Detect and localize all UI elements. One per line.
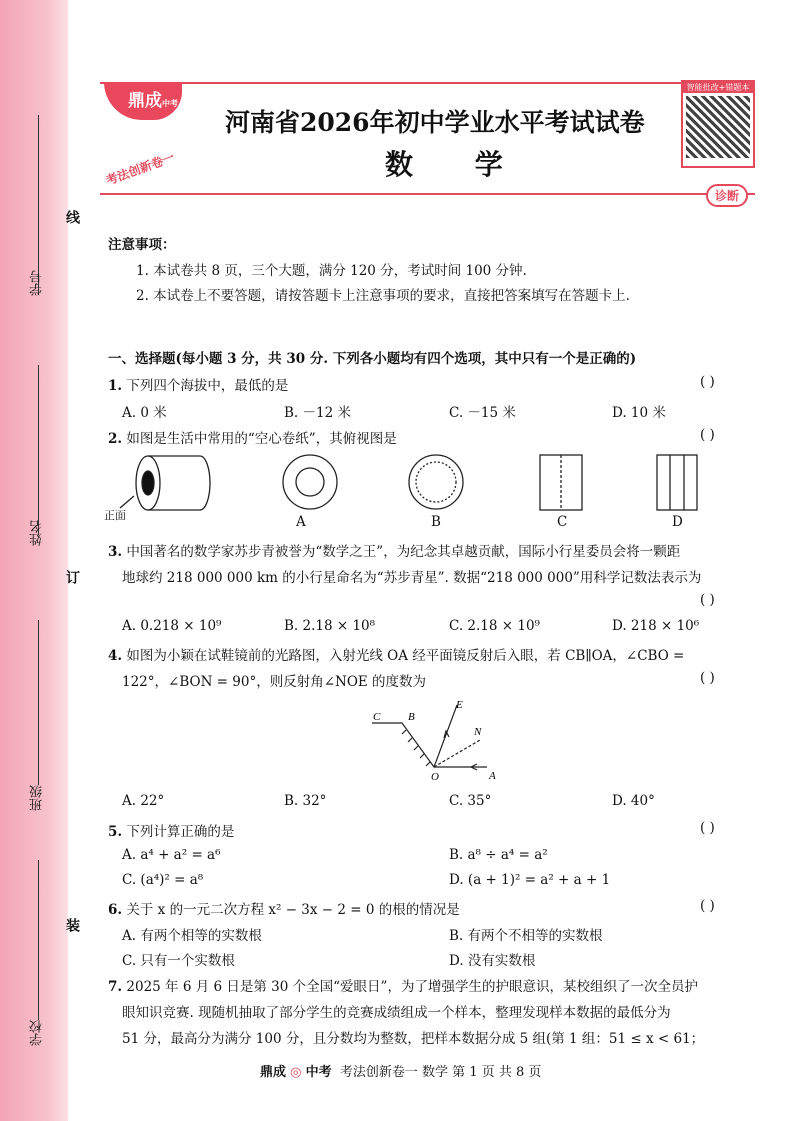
option: D. (a + 1)² = a² + a + 1: [449, 872, 611, 888]
answer-paren: ( ): [700, 427, 715, 443]
option: B. 32°: [284, 793, 327, 809]
figure-label: C: [557, 514, 568, 530]
fill-line: [38, 115, 39, 295]
footer-brand2: 中考: [305, 1065, 332, 1080]
exam-title: 河南省2026年初中学业水平考试试卷: [225, 108, 645, 137]
note-item: 1. 本试卷共 8 页，三个大题，满分 120 分，考试时间 100 分钟.: [136, 263, 527, 279]
option: A. 22°: [122, 793, 165, 809]
bind-line-mark: 线: [64, 210, 80, 224]
bind-zhuang-mark: 装: [64, 918, 80, 932]
q-num: 5.: [108, 824, 123, 840]
q2-figures: [100, 450, 720, 515]
fill-line: [38, 860, 39, 1020]
point-label: E: [456, 700, 463, 711]
point-label: C: [373, 711, 381, 723]
option: A. 0 米: [122, 405, 167, 421]
class-label: 班级: [30, 785, 45, 811]
q5-text: 下列计算正确的是: [126, 824, 235, 840]
option: D. 没有实数根: [449, 953, 536, 969]
option: C. 2.18 × 10⁹: [449, 618, 540, 634]
q4-text: 如图为小颖在试鞋镜前的光路图，入射光线 OA 经平面镜反射后入眼，若 CB∥OA，∠CBO =: [126, 648, 685, 664]
school-label: 学校: [30, 1020, 45, 1046]
header-rule: [100, 82, 755, 84]
answer-paren: ( ): [700, 592, 715, 608]
student-no-label: 学号: [30, 270, 45, 296]
note-item: 2. 本试卷上不要答题，请按答题卡上注意事项的要求，直接把答案填写在答题卡上.: [136, 288, 630, 304]
fill-line: [38, 365, 39, 535]
q-num: 4.: [108, 648, 123, 664]
page-footer: [260, 1061, 541, 1080]
figure-label: B: [431, 514, 441, 530]
option: B. 2.18 × 10⁸: [284, 618, 376, 634]
section-heading: 一、选择题(每小题 3 分，共 30 分. 下列各小题均有四个选项，其中只有一个是正确的): [108, 351, 637, 367]
option: C. 35°: [449, 793, 492, 809]
option: C. (a⁴)² = a⁸: [122, 872, 204, 888]
q1-text: 下列四个海拔中，最低的是: [126, 378, 289, 394]
q-num: 7.: [108, 979, 123, 995]
option: D. 218 × 10⁶: [612, 618, 700, 634]
diagnosis-badge: 诊断: [706, 184, 748, 207]
point-label: N: [474, 726, 482, 738]
option: A. 0.218 × 10⁹: [122, 618, 222, 634]
qr-label: 智能批改+错题本: [683, 82, 753, 93]
answer-paren: ( ): [700, 374, 715, 390]
footer-brand: 鼎成: [260, 1065, 287, 1080]
option: B. －12 米: [284, 405, 351, 421]
answer-paren: ( ): [700, 820, 715, 836]
q7-text: 51 分，最高分为满分 100 分，且分数均为整数，把样本数据分成 5 组(第 1 组：51 ≤ x < 61；: [122, 1031, 705, 1047]
brand-logo: 鼎成中考: [104, 82, 182, 120]
q2-text: 如图是生活中常用的“空心卷纸”，其俯视图是: [126, 431, 397, 447]
q3-text: 中国著名的数学家苏步青被誉为“数学之王”，为纪念其卓越贡献，国际小行星委员会将一颗距: [126, 544, 681, 560]
option: B. 有两个不相等的实数根: [449, 928, 603, 944]
option: A. a⁴ + a² = a⁶: [122, 847, 221, 863]
option: C. 只有一个实数根: [122, 953, 235, 969]
option: A. 有两个相等的实数根: [122, 928, 262, 944]
subject-title: 数 学: [385, 148, 529, 181]
answer-paren: ( ): [700, 898, 715, 914]
name-label: 姓名: [30, 520, 45, 546]
bind-ding-mark: 订: [64, 570, 80, 584]
q7-text: 2025 年 6 月 6 日是第 30 个全国“爱眼日”，为了增强学生的护眼意识，某校组织了一次全员护: [126, 979, 698, 995]
option: D. 10 米: [612, 405, 666, 421]
point-label: B: [408, 711, 415, 723]
target-icon: ◎: [290, 1065, 302, 1080]
q-num: 3.: [108, 544, 123, 560]
notes-title: 注意事项：: [108, 237, 176, 253]
q-num: 2.: [108, 431, 123, 447]
q6-text: 关于 x 的一元二次方程 x² − 3x − 2 = 0 的根的情况是: [126, 902, 460, 918]
front-label: 正面: [104, 509, 126, 522]
binding-strip: [0, 0, 68, 1121]
q4-light-path-figure: [370, 700, 510, 785]
point-label: O: [431, 771, 439, 783]
option: D. 40°: [612, 793, 655, 809]
footer-text: 考法创新卷一 数学 第 1 页 共 8 页: [339, 1065, 542, 1080]
option: B. a⁸ ÷ a⁴ = a²: [449, 847, 548, 863]
header-rule: [100, 193, 755, 195]
q7-text: 眼知识竞赛. 现随机抽取了部分学生的竞赛成绩组成一个样本，整理发现样本数据的最低分为: [122, 1005, 671, 1021]
answer-paren: ( ): [700, 670, 715, 686]
qr-code[interactable]: [681, 80, 755, 168]
q-num: 6.: [108, 902, 123, 918]
q4-text: 122°，∠BON = 90°，则反射角∠NOE 的度数为: [122, 674, 427, 690]
point-label: A: [489, 770, 496, 782]
series-label: 考法创新卷一: [103, 150, 177, 188]
q-num: 1.: [108, 378, 123, 394]
figure-label: D: [672, 514, 683, 530]
option: C. －15 米: [449, 405, 516, 421]
figure-label: A: [296, 514, 306, 530]
q3-text: 地球约 218 000 000 km 的小行星命名为“苏步青星”. 数据“218 000 000”用科学记数法表示为: [122, 570, 702, 586]
fill-line: [38, 620, 39, 785]
